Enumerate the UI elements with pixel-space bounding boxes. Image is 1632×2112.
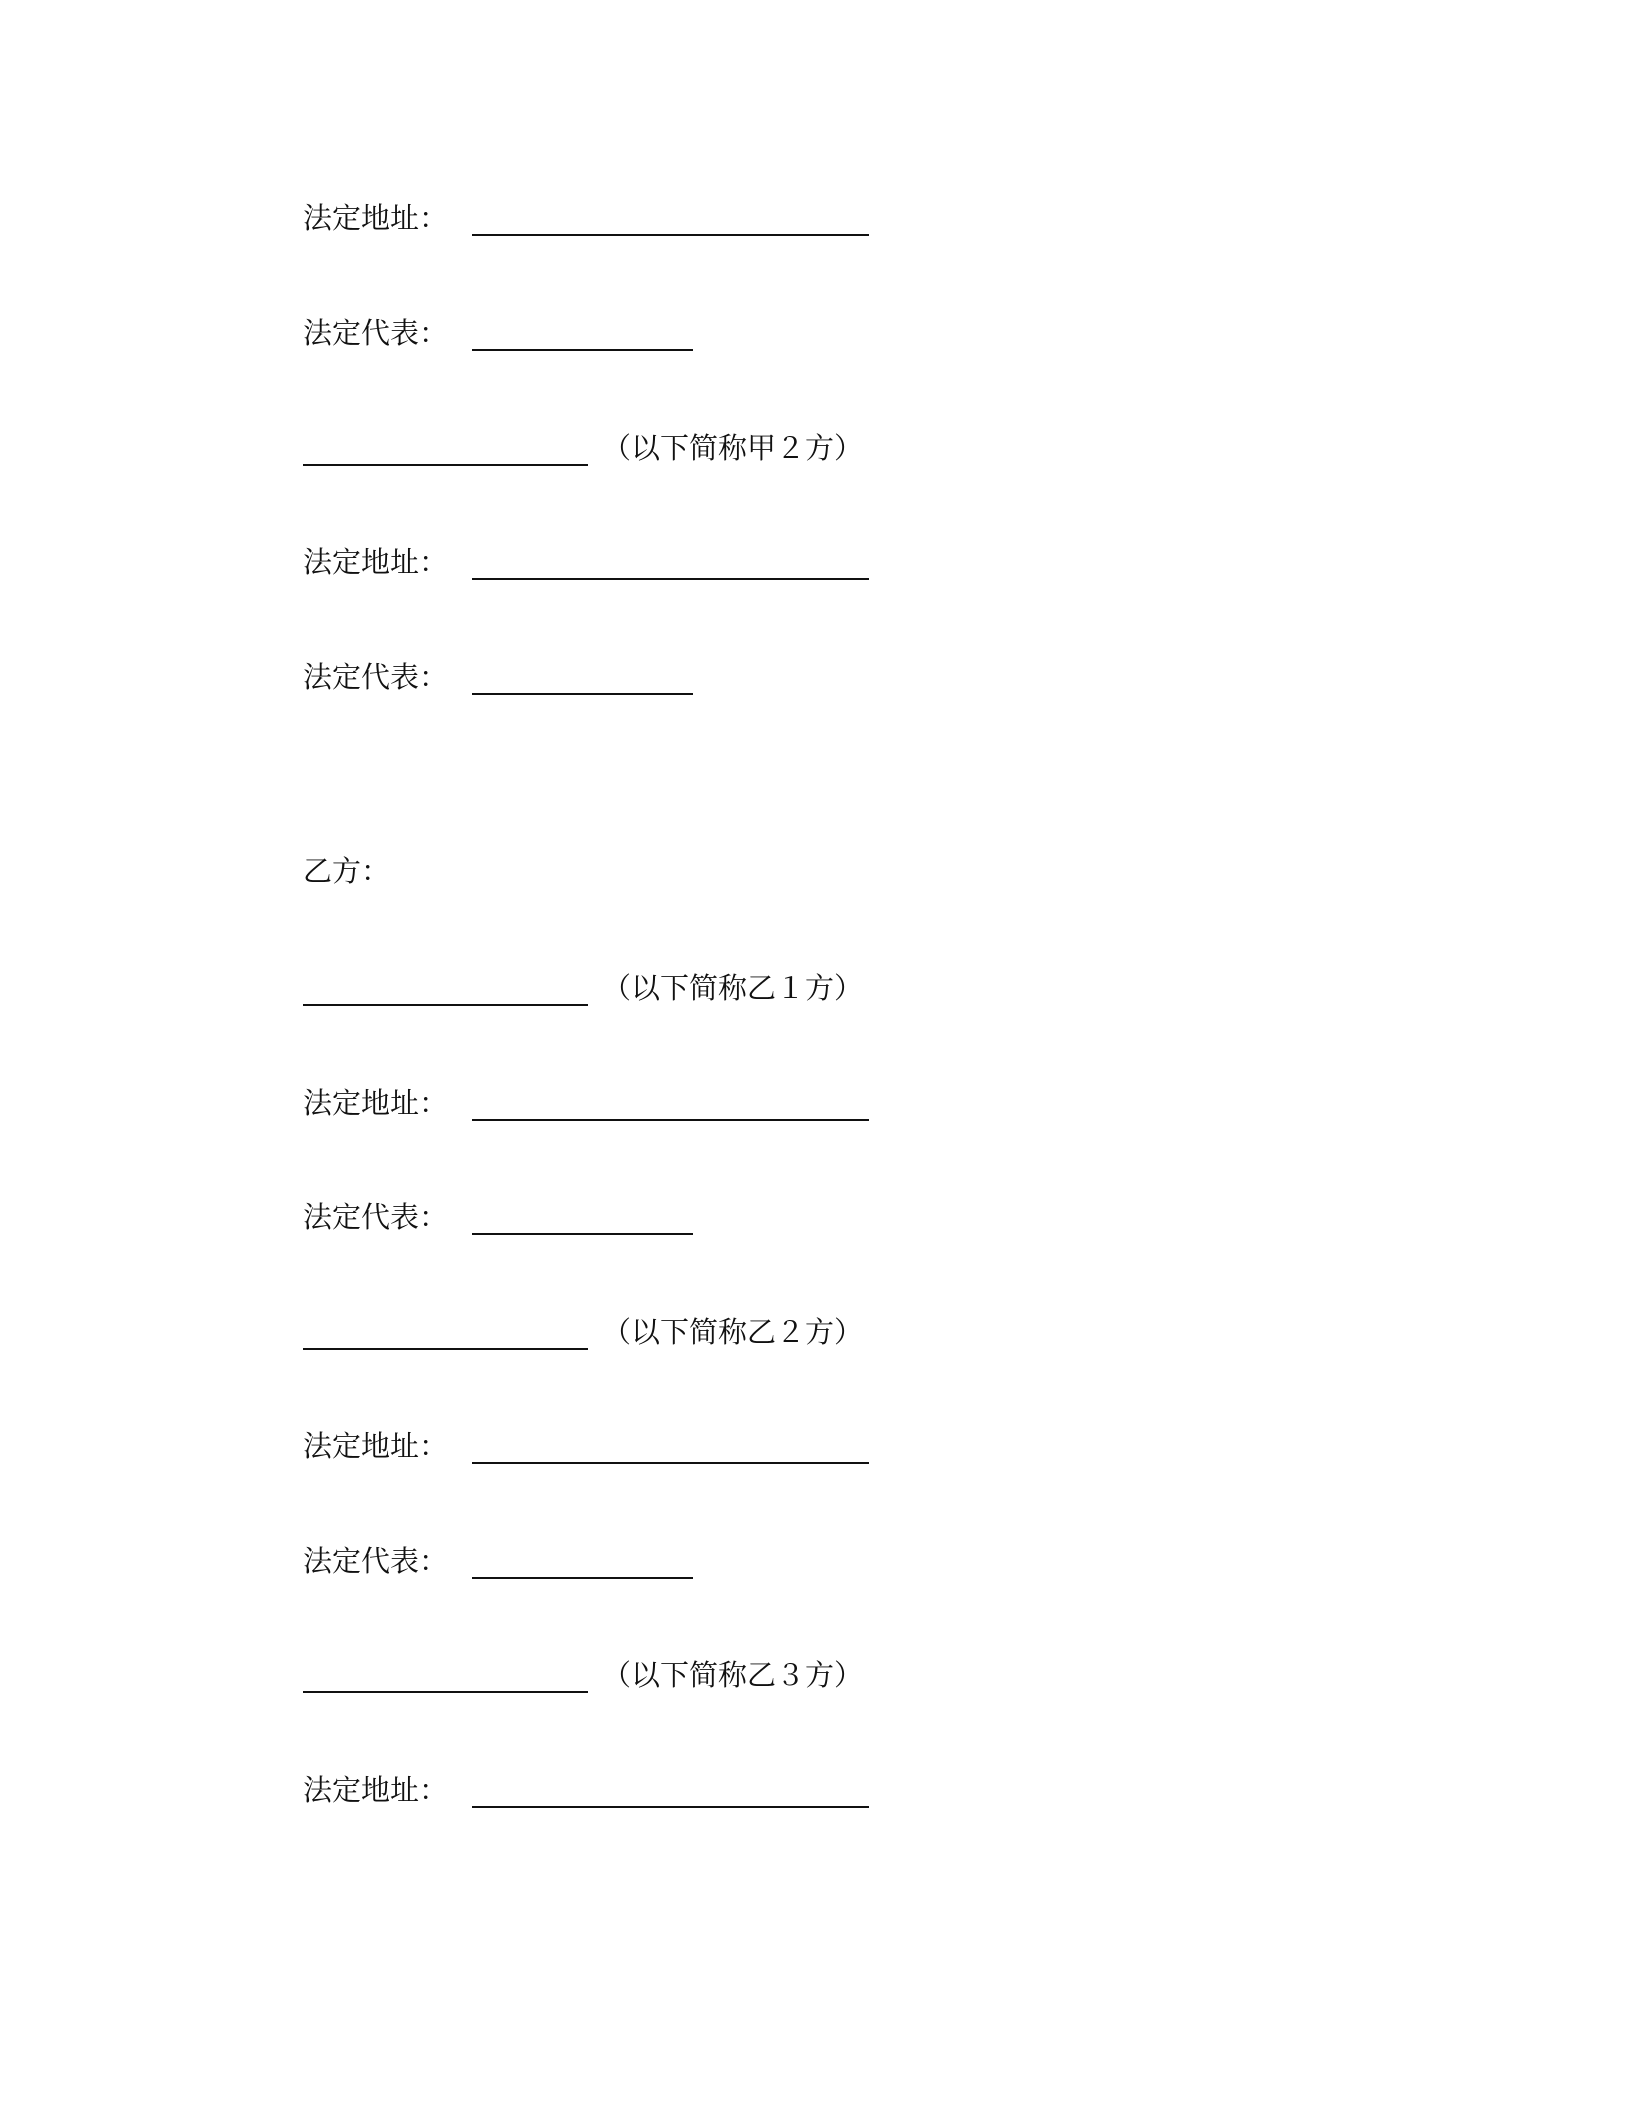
legal-address-label: 法定地址： bbox=[303, 1086, 449, 1120]
party-b3-name-blank[interactable] bbox=[303, 1651, 588, 1693]
legal-representative-row bbox=[303, 1189, 693, 1237]
legal-representative-blank[interactable] bbox=[472, 309, 693, 351]
legal-representative-blank[interactable] bbox=[472, 1537, 693, 1579]
party-b2-name-blank[interactable] bbox=[303, 1308, 588, 1350]
party-a2-name-blank[interactable] bbox=[303, 424, 588, 466]
party-b3-designation: （以下简称乙３方） bbox=[602, 1658, 864, 1692]
legal-address-label: 法定地址： bbox=[303, 545, 449, 579]
legal-representative-label: 法定代表： bbox=[303, 1544, 449, 1578]
party-b2-row bbox=[303, 1304, 863, 1352]
legal-address-blank[interactable] bbox=[472, 1079, 869, 1121]
party-b1-designation: （以下简称乙１方） bbox=[602, 971, 864, 1005]
legal-representative-row bbox=[303, 1533, 693, 1581]
legal-address-row bbox=[303, 1075, 869, 1123]
party-b-heading-row bbox=[303, 843, 390, 891]
legal-address-blank[interactable] bbox=[472, 1766, 869, 1808]
legal-address-blank[interactable] bbox=[472, 538, 869, 580]
legal-address-row bbox=[303, 1762, 869, 1810]
party-b1-name-blank[interactable] bbox=[303, 964, 588, 1006]
legal-address-blank[interactable] bbox=[472, 1422, 869, 1464]
legal-representative-label: 法定代表： bbox=[303, 316, 449, 350]
legal-address-blank[interactable] bbox=[472, 194, 869, 236]
party-b1-row bbox=[303, 960, 863, 1008]
legal-representative-blank[interactable] bbox=[472, 653, 693, 695]
legal-address-row bbox=[303, 534, 869, 582]
legal-address-label: 法定地址： bbox=[303, 201, 449, 235]
party-b3-row bbox=[303, 1647, 863, 1695]
party-b-heading: 乙方： bbox=[303, 854, 391, 888]
legal-representative-label: 法定代表： bbox=[303, 1200, 449, 1234]
party-a2-designation: （以下简称甲２方） bbox=[602, 431, 864, 465]
legal-representative-label: 法定代表： bbox=[303, 660, 449, 694]
legal-address-row bbox=[303, 190, 869, 238]
legal-address-row bbox=[303, 1418, 869, 1466]
legal-representative-row bbox=[303, 305, 693, 353]
party-a2-row bbox=[303, 420, 863, 468]
legal-address-label: 法定地址： bbox=[303, 1429, 449, 1463]
legal-address-label: 法定地址： bbox=[303, 1773, 449, 1807]
legal-representative-blank[interactable] bbox=[472, 1193, 693, 1235]
party-b2-designation: （以下简称乙２方） bbox=[602, 1315, 864, 1349]
legal-representative-row bbox=[303, 649, 693, 697]
